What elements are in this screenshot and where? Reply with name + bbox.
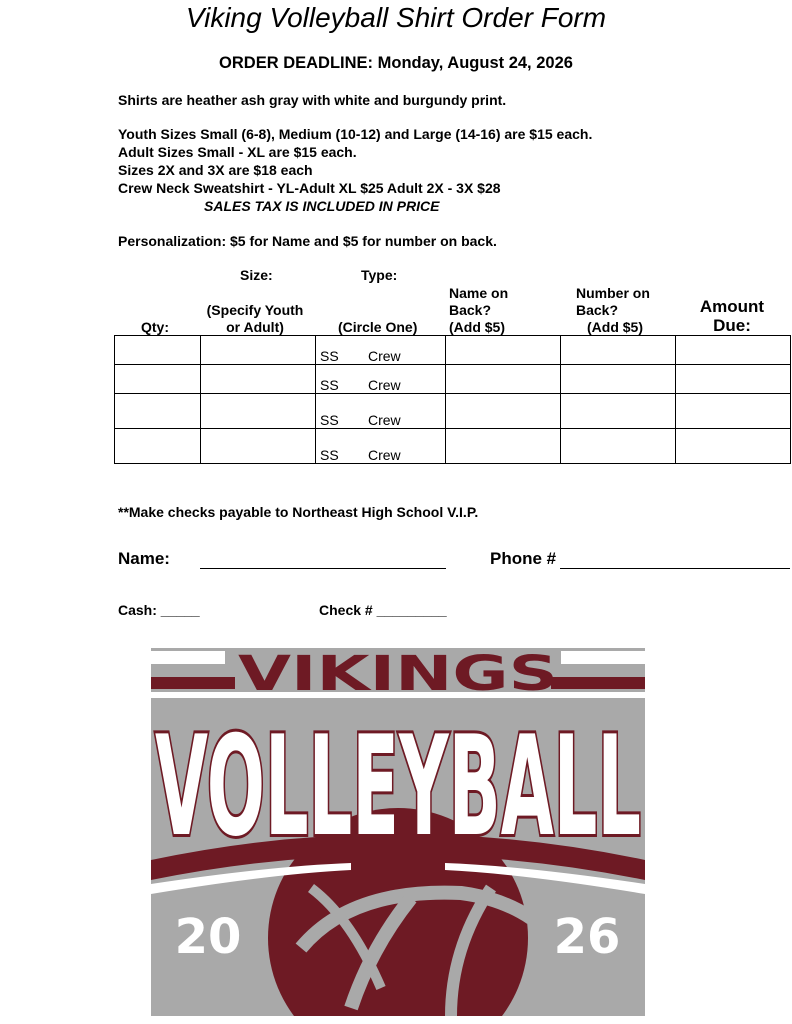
logo-year-left: 20 [174,909,242,965]
amount-due-cell[interactable] [676,429,791,464]
type-cell[interactable] [316,429,446,464]
name-back-cell[interactable] [446,429,561,464]
name-field[interactable] [200,568,446,569]
name-back-header-3: (Add $5) [449,319,505,335]
type-ss-option[interactable]: SS [320,447,339,463]
amount-due-cell[interactable] [676,365,791,394]
table-row [115,365,791,394]
checks-payable-note: **Make checks payable to Northeast High School V.I.P. [118,504,479,520]
logo-vikings-text: VIKINGS [238,648,558,702]
order-deadline: ORDER DEADLINE: Monday, August 24, 2026 [219,54,573,72]
amount-due-cell[interactable] [676,394,791,429]
type-cell[interactable] [316,365,446,394]
size-cell[interactable] [201,394,316,429]
qty-cell[interactable] [115,394,201,429]
type-crew-option[interactable]: Crew [368,348,401,364]
qty-cell[interactable] [115,429,201,464]
name-back-header-1: Name on [449,285,509,301]
amount-due-line2: Due: [713,316,751,335]
form-title: Viking Volleyball Shirt Order Form [185,2,607,33]
qty-cell[interactable] [115,365,201,394]
name-back-header-2: Back? [449,302,492,318]
table-row [115,336,791,365]
number-back-cell[interactable] [561,429,676,464]
size-header-line1: (Specify Youth [206,302,304,318]
number-back-header-3: (Add $5) [587,319,643,335]
vikings-volleyball-logo [151,648,645,1016]
number-back-header-2: Back? [576,302,619,318]
shirt-color-info: Shirts are heather ash gray with white and burgundy print. [118,92,507,108]
sales-tax-note: SALES TAX IS INCLUDED IN PRICE [204,198,440,214]
phone-field[interactable] [560,568,790,569]
crew-price-info: Crew Neck Sweatshirt - YL-Adult XL $25 Adult 2X - 3X $28 [118,180,501,196]
type-crew-option[interactable]: Crew [368,447,401,463]
check-number-field[interactable]: Check # _________ [319,602,447,618]
type-crew-option[interactable]: Crew [368,377,401,393]
type-crew-option[interactable]: Crew [368,412,401,428]
logo-stripe [551,677,645,689]
size-cell[interactable] [201,429,316,464]
order-table [114,335,791,464]
number-back-cell[interactable] [561,365,676,394]
amount-due-cell[interactable] [676,336,791,365]
size-cell[interactable] [201,336,316,365]
amount-due-line1: Amount [699,297,765,316]
type-cell[interactable] [316,336,446,365]
amount-due-header [680,297,784,335]
cash-field[interactable]: Cash: _____ [118,602,200,618]
number-back-header-1: Number on [576,285,650,301]
qty-header: Qty: [141,319,169,335]
number-back-cell[interactable] [561,336,676,365]
size-cell[interactable] [201,365,316,394]
table-row [115,394,791,429]
name-back-cell[interactable] [446,365,561,394]
xl-price-info: Sizes 2X and 3X are $18 each [118,162,313,178]
name-back-cell[interactable] [446,336,561,365]
type-header: Type: [361,267,398,283]
adult-price-info: Adult Sizes Small - XL are $15 each. [118,144,357,160]
phone-label: Phone # [490,549,557,568]
logo-volleyball-text: VOLLEYBALL [155,706,641,867]
size-header-line2: or Adult) [226,319,284,335]
number-back-cell[interactable] [561,394,676,429]
name-label: Name: [118,549,170,568]
personalization-info: Personalization: $5 for Name and $5 for number on back. [118,233,497,249]
type-cell[interactable] [316,394,446,429]
type-ss-option[interactable]: SS [320,348,339,364]
type-ss-option[interactable]: SS [320,412,339,428]
logo-stripe [561,651,645,664]
qty-cell[interactable] [115,336,201,365]
name-back-cell[interactable] [446,394,561,429]
logo-stripe [151,651,225,664]
size-header: Size: [240,267,273,283]
table-row [115,429,791,464]
type-ss-option[interactable]: SS [320,377,339,393]
type-header-circle: (Circle One) [338,319,418,335]
youth-price-info: Youth Sizes Small (6-8), Medium (10-12) and Large (14-16) are $15 each. [118,126,593,142]
logo-stripe [151,677,235,689]
logo-year-right: 26 [553,909,621,965]
